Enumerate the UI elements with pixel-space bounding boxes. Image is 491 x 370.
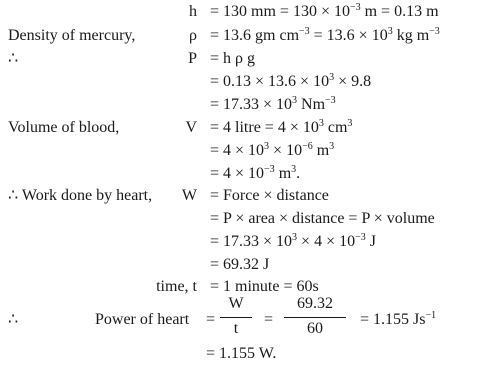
line-5-expression: = $17.33 \times 10^3$ $Nm^{-3}$ [210,95,336,113]
line-3-expression: = h ρ g [210,50,256,67]
line-1-symbol: h [189,3,197,20]
power-result-js: = 1.155 $Js^{-1}$ [360,310,437,328]
power-equals-2: = [264,311,274,328]
line-10-expression: = P × area × distance = P × volume [210,210,435,227]
line-13-expression: = 1 minute = 60s [210,278,319,295]
fraction-69-over-60 [280,296,350,336]
line-9-symbol: W [181,187,197,204]
power-label: Power of heart [95,311,190,328]
fraction-bar-2 [284,317,346,318]
line-6-label: Volume of blood, [8,119,120,136]
fraction-bar-1 [220,317,252,318]
line-2-label: Density of mercury, [8,27,136,44]
line-3-symbol: P [188,50,197,67]
line-1-expression: = 130 mm = $130 \times 10^{-3}$ m = 0.13 m [210,2,439,20]
line-6-symbol: V [185,119,197,136]
power-therefore-symbol: ∴ [8,311,19,328]
line-12-expression: = 69.32 J [210,256,270,273]
line-7-expression: = $4 \times 10^3 \times 10^{-6}$ $m^3$ [210,141,335,159]
line-4-expression: = $0.13 \times 13.6 \times 10^3 \times 9.8$ [210,72,372,90]
fraction-w-over-t [218,296,254,336]
line-8-expression: = $4 \times 10^{-3}$ $m^3$. [210,164,301,182]
power-final-watts: = 1.155 W. [206,345,277,362]
fraction-numerator-w: W [228,295,244,312]
power-equals-1: = [206,311,216,328]
fraction-denominator-60: 60 [307,320,323,337]
line-6-expression: = 4 litre = $4 \times 10^3$ $cm^3$ [210,118,353,136]
fraction-numerator-69-32: 69.32 [297,295,333,312]
line-9-expression: = Force × distance [210,187,329,204]
line-13-symbol: time, t [156,278,197,295]
line-2-symbol: ρ [189,27,197,44]
line-9-label: ∴ Work done by heart, [8,187,153,204]
line-11-expression: = $17.33 \times 10^3 \times 4 \times 10^{-3}$ J [210,232,376,250]
line-3-label: ∴ [8,50,19,67]
line-2-expression: = 13.6 gm $cm^{-3} = 13.6 \times 10^3$ kg $m^{-3}$ [210,26,440,44]
fraction-denominator-t: t [233,320,239,337]
